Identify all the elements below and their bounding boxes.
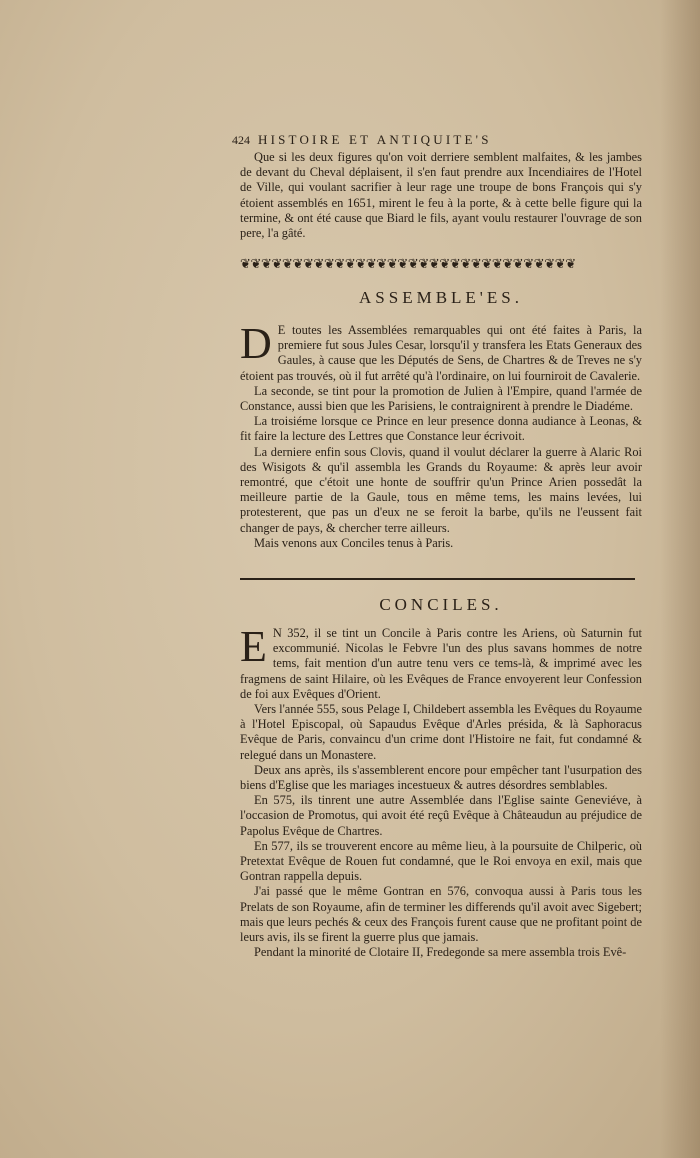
paragraph: Pendant la minorité de Clotaire II, Fredegonde sa mere assembla trois Evê- bbox=[254, 945, 627, 960]
intro-paragraph: Que si les deux figures qu'on voit derriere semblent malfaites, & les jambes de devant du Cheval déplaisent, il s'en faut prendre aux Incendiaires de l'Hotel de Ville, qui voulant sacrifier à leur rage une troupe de bons François qui s'y étoient assemblés en 1651, mirent le feu à la porte, & à cette belle figure qui la termine, & ont été cause que Biard le fils, ayant voulu restaurer l'ouvrage de son pere, l'a gâté. bbox=[240, 150, 642, 241]
paragraph: La derniere enfin sous Clovis, quand il voulut déclarer la guerre à Alaric Roi des Wisigots & qu'il assembla les Grands du Royaume: & après leur avoir remontré, que c'étoit une honte de souffrir qu'un Prince Arien possedât la meilleure partie de la Gaule, tous en même tems, les mains levées, lui protesterent, que pas un d'eux ne se feroit la barbe, qu'ils ne l'eussent fait changer de pays, & chercher terre ailleurs. bbox=[240, 444, 642, 535]
ornamental-border: ❦❦❦❦❦❦❦❦❦❦❦❦❦❦❦❦❦❦❦❦❦❦❦❦❦❦❦❦❦❦❦❦ bbox=[240, 257, 576, 272]
paragraph: La seconde, se tint pour la promotion de Julien à l'Empire, quand l'armée de Constance, aussi bien que les Parisiens, le contraignirent à prendre le Diadéme. bbox=[240, 383, 642, 414]
paragraph: Deux ans après, ils s'assemblerent encore pour empêcher tant l'usurpation des biens d'Eglise que les mariages incestueux & autres désordres semblables. bbox=[240, 762, 642, 793]
section-divider-rule bbox=[240, 578, 635, 580]
running-title: HISTOIRE ET ANTIQUITE'S bbox=[258, 132, 492, 147]
paragraph: Vers l'année 555, sous Pelage I, Childebert assembla les Evêques du Royaume à l'Hotel Episcopal, où Sapaudus Evêque d'Arles présida, & là Saphoracus Evêque de Paris, convaincu d'un crime dont l'Histoire ne fait, fut condamné & relegué dans un Monastere. bbox=[240, 702, 642, 762]
paragraph bbox=[240, 622, 642, 702]
paragraph: En 577, ils se trouverent encore au même lieu, à la poursuite de Chilperic, où Pretextat Evêque de Rouen fut condamné, que le Roi envoya en exil, mais que Gontran rappella depuis. bbox=[240, 838, 642, 884]
drop-cap: D bbox=[240, 319, 272, 368]
section-conciles bbox=[240, 622, 642, 960]
paragraph: J'ai passé que le même Gontran en 576, convoqua aussi à Paris tous les Prelats de son Royaume, afin de terminer les differends qu'il avoit avec Sigebert; mais que leurs pechés & ceux des François furent cause que ne profitant point de leurs avis, ils se firent la guerre plus que jamais. bbox=[240, 884, 642, 945]
page-number: 424 bbox=[232, 133, 250, 147]
section-title-assemblees: ASSEMBLE'ES. bbox=[359, 288, 523, 307]
paragraph: La troisiéme lorsque ce Prince en leur presence donna audiance à Leonas, & fit faire la lecture des Lettres que Constance leur écrivoit. bbox=[240, 414, 642, 444]
drop-cap: E bbox=[240, 622, 267, 671]
paragraph-text: N 352, il se tint un Concile à Paris contre les Ariens, où Saturnin fut excommunié. Nicolas le Febvre l'un des plus savans hommes de notre tems, fait mention d'un autre tenu vers ce tems-là, & imprimé avec les fragmens de saint Hilaire, où les Evêques de France envoyerent leur Confession de foi aux Evêques d'Orient. bbox=[240, 626, 642, 701]
intro-paragraph-block bbox=[240, 150, 642, 241]
section-title-conciles: CONCILES. bbox=[379, 595, 503, 614]
paragraph: Mais venons aux Conciles tenus à Paris. bbox=[254, 535, 454, 550]
paragraph: En 575, ils tinrent une autre Assemblée dans l'Eglise sainte Geneviéve, à l'occasion de Promotus, qui avoit été reçû Evêque à Châteaudun au préjudice de Papolus Evêque de Chartres. bbox=[240, 793, 642, 838]
section-assemblees bbox=[240, 319, 642, 551]
paragraph bbox=[240, 319, 642, 384]
running-head bbox=[232, 132, 644, 148]
page-edge-shadow bbox=[660, 0, 700, 1158]
paragraph-text: E toutes les Assemblées remarquables qui ont été faites à Paris, la premiere fut sous Jules Cesar, lorsqu'il y transfera les Etats Generaux des Gaules, à cause que les Députés de Sens, de Chartres & de Treves ne s'y étoient pas trouvés, où il fut arrêté qu'à l'ordinaire, on lui fourniroit de Cavalerie. bbox=[240, 323, 642, 383]
